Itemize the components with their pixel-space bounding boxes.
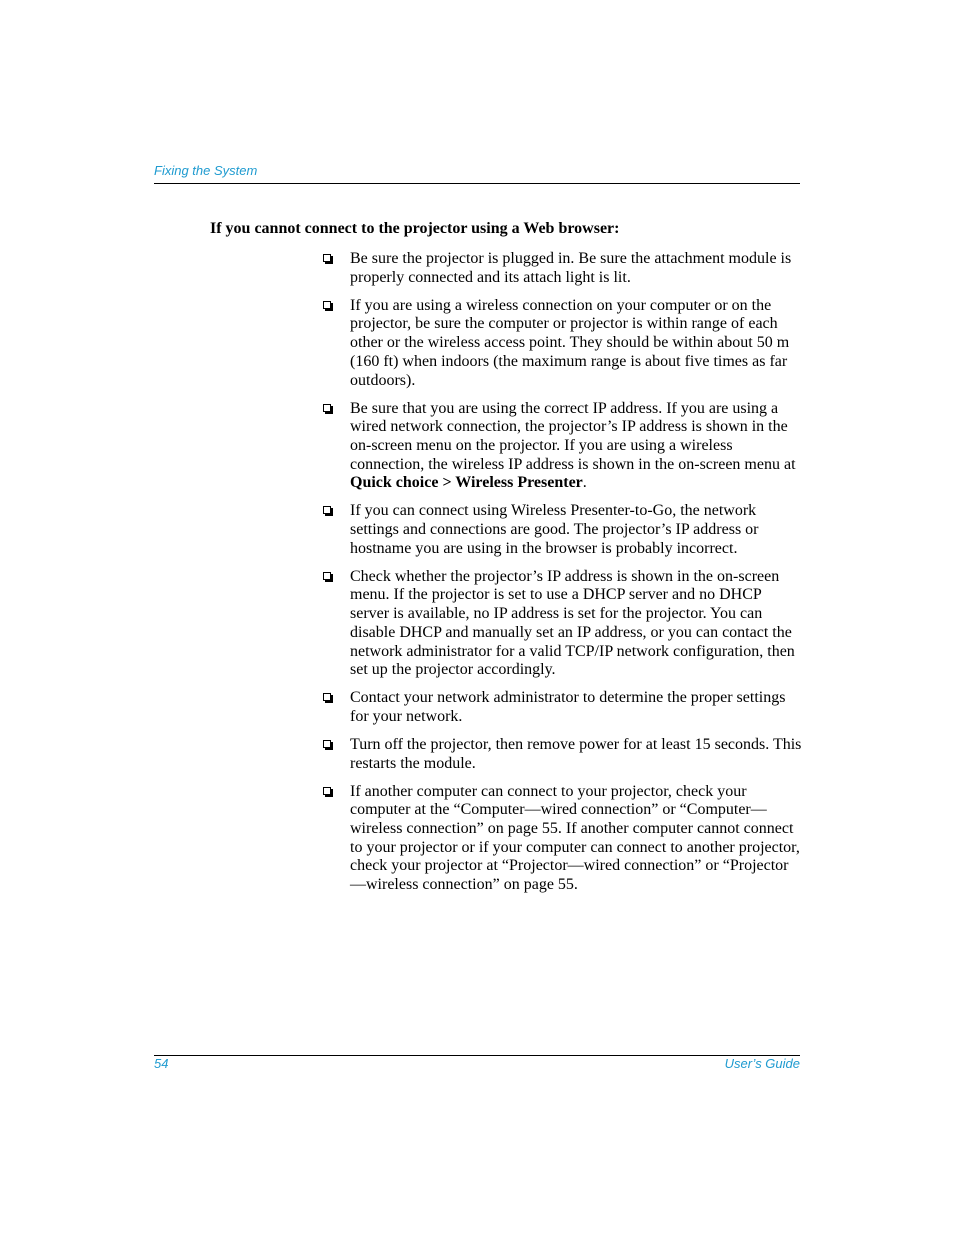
checkbox-bullet-icon [323, 404, 331, 412]
list-item-text: If you can connect using Wireless Presenter-to-Go, the network settings and connections are good. The projector’s IP address or hostname you are using in the browser is probably incorrect. [350, 502, 759, 557]
running-header-section-title: Fixing the System [154, 163, 258, 178]
checkbox-bullet-icon [323, 740, 331, 748]
menu-path: Quick choice > Wireless Presenter [350, 474, 583, 492]
list-item [322, 736, 802, 773]
troubleshooting-list [322, 250, 802, 904]
list-item [322, 568, 802, 680]
list-item-text: If another computer can connect to your projector, check your computer at the “Computer—wired connection” or “Computer—wireless connection” on page 55. If another computer cannot connect to your projector or if your computer can connect to another projector, check your projector at “Projector—wired connection” or “Projector—wireless connection” on page 55. [350, 782, 800, 894]
list-item [322, 502, 802, 558]
list-item-text: If you are using a wireless connection on your computer or on the projector, be sure the computer or projector is within range of each other or the wireless access point. They should be within about 50 m (160 ft) when indoors (the maximum range is about five times as far outdoors). [350, 296, 790, 389]
list-item [322, 297, 802, 391]
list-item [322, 689, 802, 726]
footer-guide-title: User’s Guide [724, 1056, 800, 1071]
page-number: 54 [154, 1056, 169, 1071]
list-item [322, 783, 802, 895]
list-item [322, 400, 802, 494]
list-item-text-after: . [582, 474, 587, 492]
checkbox-bullet-icon [323, 787, 331, 795]
checkbox-bullet-icon [323, 506, 331, 514]
list-item-text-before: Be sure that you are using the correct IP address. If you are using a wired network connection, the projector’s IP address is shown in the on-screen menu on the projector. If you are using a wireless connection, the wireless IP address is shown in the on-screen menu at [350, 399, 796, 473]
footer-rule [154, 1055, 800, 1056]
checkbox-bullet-icon [323, 693, 331, 701]
list-item-text: Contact your network administrator to determine the proper settings for your network. [350, 689, 786, 725]
header-rule [154, 183, 800, 184]
list-item-text [350, 400, 796, 492]
checkbox-bullet-icon [323, 572, 331, 580]
list-item-text: Check whether the projector’s IP address is shown in the on-screen menu. If the projector is set to use a DHCP server and no DHCP server is available, no IP address is set for the projector. You can disable DHCP and manually set an IP address, or you can contact the network administrator for a valid TCP/IP network configuration, then set up the projector accordingly. [350, 567, 795, 679]
checkbox-bullet-icon [323, 301, 331, 309]
list-item-text: Be sure the projector is plugged in. Be sure the attachment module is properly connected and its attach light is lit. [350, 250, 792, 286]
list-item-text: Turn off the projector, then remove power for at least 15 seconds. This restarts the module. [350, 735, 802, 772]
checkbox-bullet-icon [323, 254, 331, 262]
list-item [322, 250, 802, 287]
section-heading: If you cannot connect to the projector using a Web browser: [210, 220, 620, 237]
